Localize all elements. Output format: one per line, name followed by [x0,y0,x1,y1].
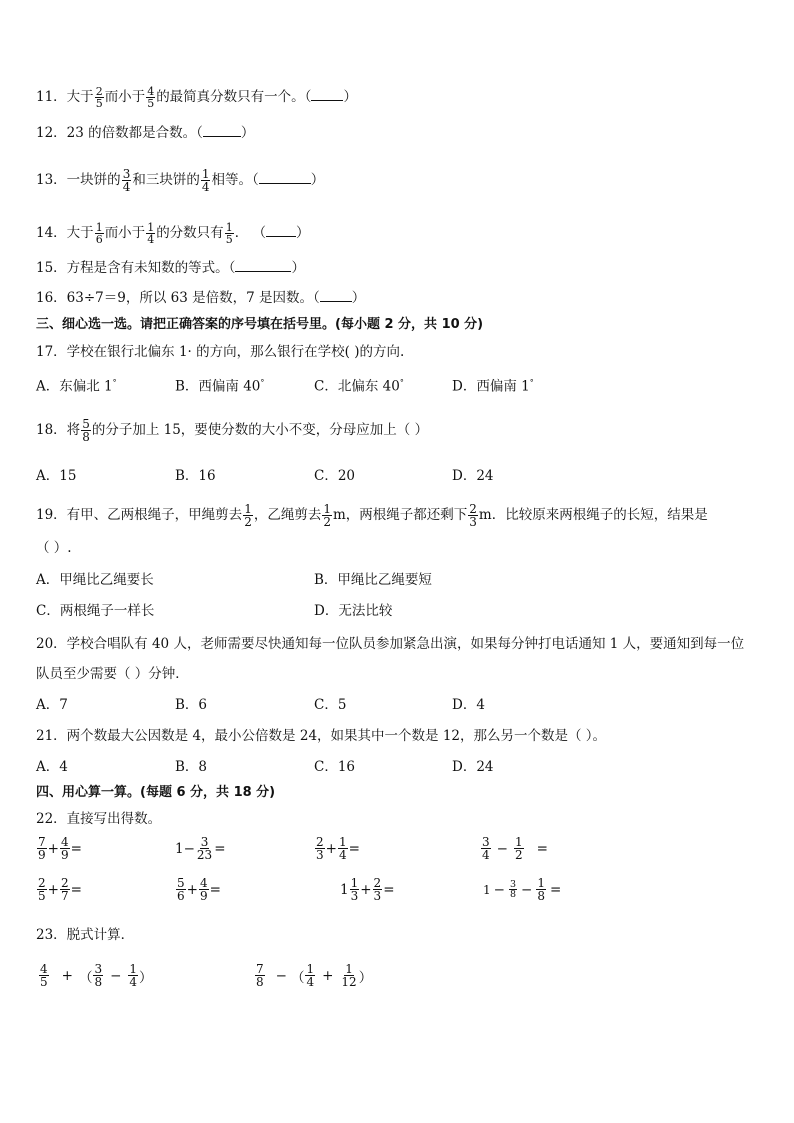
calc-item: 1 $\frac{1}{3}$ + $\frac{2}{3}$ = [340,876,395,903]
question-17: 17．学校在银行北偏东 1· 的方向，那么银行在学校( )的方向. [36,344,405,360]
question-23-title: 23．脱式计算． [36,927,135,943]
q21-option-b[interactable]: B．8 [175,759,208,775]
q19-option-d[interactable]: D．无法比较 [314,603,393,619]
answer-blank[interactable] [311,88,343,101]
calc-item: $\frac{5}{6}$ + $\frac{4}{9}$ = [177,876,221,903]
question-14: 14．大于 $\frac{1}{6}$ 而小于 $\frac{1}{4}$ 的分数只有 $\frac{1}{5}$ ． （ ） [36,221,310,246]
calc-item: $\frac{7}{8}$ − （ $\frac{1}{4}$ + $\frac{1}{12}$ ） [256,962,373,989]
fraction-1-2: $\frac{1}{2}$ [244,502,252,529]
q11-text-post: 的最简真分数只有一个。（ [156,89,312,105]
question-13: 13．一块饼的 $\frac{3}{4}$ 和三块饼的 $\frac{1}{4}$ 相等。（ ） [36,167,325,194]
q19-option-c[interactable]: C．两根绳子一样长 [36,603,155,619]
answer-blank[interactable] [259,171,311,184]
calc-item: $\frac{2}{3}$ + $\frac{1}{4}$ = [316,835,360,862]
q21-option-d[interactable]: D．24 [452,759,494,775]
q18-option-a[interactable]: A．15 [36,468,77,484]
question-20-line1: 20．学校合唱队有 40 人，老师需要尽快通知每一位队员参加紧急出演，如果每分钟打电话通知 1 人，要通知到每一位 [36,636,745,652]
q17-option-b[interactable]: B．西偏南 40° [175,378,265,395]
q20-option-b[interactable]: B．6 [175,697,208,713]
section-4-heading: 四、用心算一算。(每题 6 分，共 18 分) [36,785,276,800]
fraction-1-6: $\frac{1}{6}$ [95,221,103,246]
fraction-1-5: $\frac{1}{5}$ [225,221,233,246]
q19-option-b[interactable]: B．甲绳比乙绳要短 [314,572,432,588]
q11-text-mid: 而小于 [104,89,146,105]
fraction-1-4: $\frac{1}{4}$ [201,167,210,194]
calc-item: 1 − $\frac{3}{8}$ − $\frac{1}{8}$ = [483,876,562,903]
question-19: 19．有甲、乙两根绳子，甲绳剪去 $\frac{1}{2}$ ，乙绳剪去 $\frac{1}{2}$ m，两根绳子都还剩下 $\frac{2}{3}$ m．比较原来两根绳子的长短，结果是 [36,502,708,529]
q18-option-b[interactable]: B．16 [175,468,216,484]
fraction-1-2: $\frac{1}{2}$ [323,502,331,529]
fraction-4-5: $\frac{4}{5}$ [147,85,155,110]
calc-item: $\frac{3}{4}$ − $\frac{1}{2}$ = [482,835,548,862]
question-20-line2: 队员至少需要（ ）分钟． [36,666,189,682]
q18-option-c[interactable]: C．20 [314,468,356,484]
answer-blank[interactable] [266,224,296,237]
calc-item: $\frac{7}{9}$ + $\frac{4}{9}$ = [38,835,82,862]
q11-text-pre: 11．大于 [36,89,94,105]
q20-option-a[interactable]: A．7 [36,697,68,713]
fraction-5-8: $\frac{5}{8}$ [82,417,90,444]
fraction-3-4: $\frac{3}{4}$ [122,167,131,194]
question-19-line2: （ ）. [36,540,72,556]
question-18: 18．将 $\frac{5}{8}$ 的分子加上 15，要使分数的大小不变，分母应加上（ ） [36,417,429,444]
question-22-title: 22．直接写出得数。 [36,811,162,827]
calc-item: $\frac{2}{5}$ + $\frac{2}{7}$ = [38,876,82,903]
q17-option-a[interactable]: A．东偏北 1° [36,378,117,395]
question-21: 21．两个数最大公因数是 4，最小公倍数是 24，如果其中一个数是 12，那么另一个数是（ ）。 [36,728,607,744]
q17-option-c[interactable]: C．北偏东 40° [314,378,404,395]
fraction-2-5: $\frac{2}{5}$ [95,85,103,110]
answer-blank[interactable] [320,289,352,302]
question-15: 15．方程是含有未知数的等式。（ ） [36,260,305,276]
q18-option-d[interactable]: D．24 [452,468,494,484]
section-3-heading: 三、细心选一选。请把正确答案的序号填在括号里。(每小题 2 分，共 10 分) [36,317,484,332]
q19-option-a[interactable]: A．甲绳比乙绳要长 [36,572,154,588]
calc-item: $\frac{4}{5}$ + （ $\frac{3}{8}$ − $\frac{1}{4}$ ） [40,962,153,989]
q20-option-d[interactable]: D．4 [452,697,485,713]
q21-option-c[interactable]: C．16 [314,759,356,775]
fraction-1-4: $\frac{1}{4}$ [147,221,155,246]
question-11: 11．大于 $\frac{2}{5}$ 而小于 $\frac{4}{5}$ 的最简真分数只有一个。（ ） [36,85,357,110]
answer-blank[interactable] [203,124,241,137]
question-12: 12．23 的倍数都是合数。（ ） [36,125,255,141]
q20-option-c[interactable]: C．5 [314,697,347,713]
question-16: 16．63÷7＝9，所以 63 是倍数，7 是因数。（ ） [36,290,366,306]
calc-item: 1 − $\frac{3}{23}$ = [175,835,226,862]
answer-blank[interactable] [235,259,291,272]
fraction-2-3: $\frac{2}{3}$ [469,502,477,529]
q21-option-a[interactable]: A．4 [36,759,68,775]
q17-option-d[interactable]: D．西偏南 1° [452,378,534,395]
